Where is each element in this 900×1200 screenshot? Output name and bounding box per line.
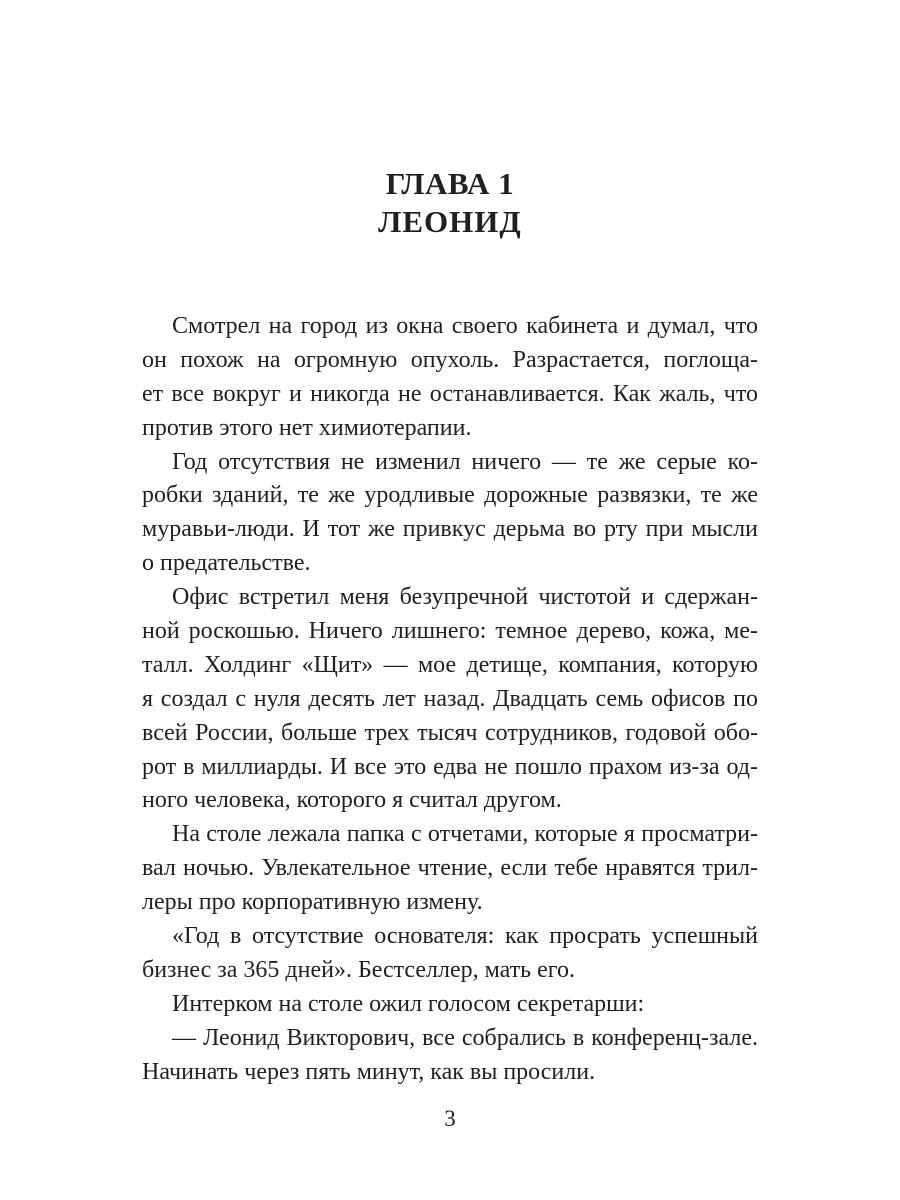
chapter-title: ЛЕОНИД (378, 204, 522, 239)
text-line: против этого нет химиотерапии. (142, 414, 472, 441)
text-line: ной роскошью. Ничего лишнего: темное дерево, кожа, ме- (142, 618, 758, 645)
text-line: муравьи-люди. И тот же привкус дерьма во рту при мысли (142, 516, 758, 543)
paragraph-4 (142, 818, 758, 920)
page-number: 3 (444, 1106, 456, 1131)
text-line: — Леонид Викторович, все собрались в конференц-зале. (172, 1024, 758, 1051)
text-line: На столе лежала папка с отчетами, которые я просматри- (172, 821, 758, 848)
text-line: робки зданий, те же уродливые дорожные развязки, те же (142, 482, 758, 509)
paragraph-3 (142, 581, 758, 818)
text-line: Начинать через пять минут, как вы просили. (142, 1058, 596, 1085)
paragraph-6 (142, 988, 758, 1022)
text-line: Смотрел на город из окна своего кабинета и думал, что (172, 313, 758, 339)
text-line: всей России, больше трех тысяч сотрудников, годовой обо- (142, 719, 758, 746)
paragraph-2 (142, 446, 758, 582)
chapter-number: ГЛАВА 1 (385, 166, 515, 201)
text-line: «Год в отсутствие основателя: как просрать успешный (172, 923, 758, 950)
text-line: талл. Холдинг «Щит» — мое детище, компания, которую (142, 651, 758, 678)
paragraph-7 (142, 1022, 758, 1090)
text-line: бизнес за 365 дней». Бестселлер, мать его. (142, 956, 576, 983)
text-line: Офис встретил меня безупречной чистотой и сдержан- (172, 584, 758, 611)
text-line: он похож на огромную опухоль. Разрастается, поглоща- (142, 346, 758, 373)
text-line: ет все вокруг и никогда не останавливается. Как жаль, что (142, 380, 758, 407)
text-line: вал ночью. Увлекательное чтение, если тебе нравятся трил- (142, 855, 758, 882)
chapter-body (142, 310, 758, 1089)
text-line: леры про корпоративную измену. (142, 889, 483, 916)
text-line: рот в миллиарды. И все это едва не пошло прахом из-за од- (142, 753, 758, 780)
text-line: я создал с нуля десять лет назад. Двадцать семь офисов по (142, 685, 758, 712)
text-line: о предательстве. (142, 550, 311, 577)
paragraph-1 (142, 310, 758, 446)
text-line: Год отсутствия не изменил ничего — те же серые ко- (172, 448, 758, 475)
text-line: Интерком на столе ожил голосом секретарши: (172, 990, 645, 1017)
text-line: ного человека, которого я считал другом. (142, 787, 562, 814)
paragraph-5 (142, 920, 758, 988)
